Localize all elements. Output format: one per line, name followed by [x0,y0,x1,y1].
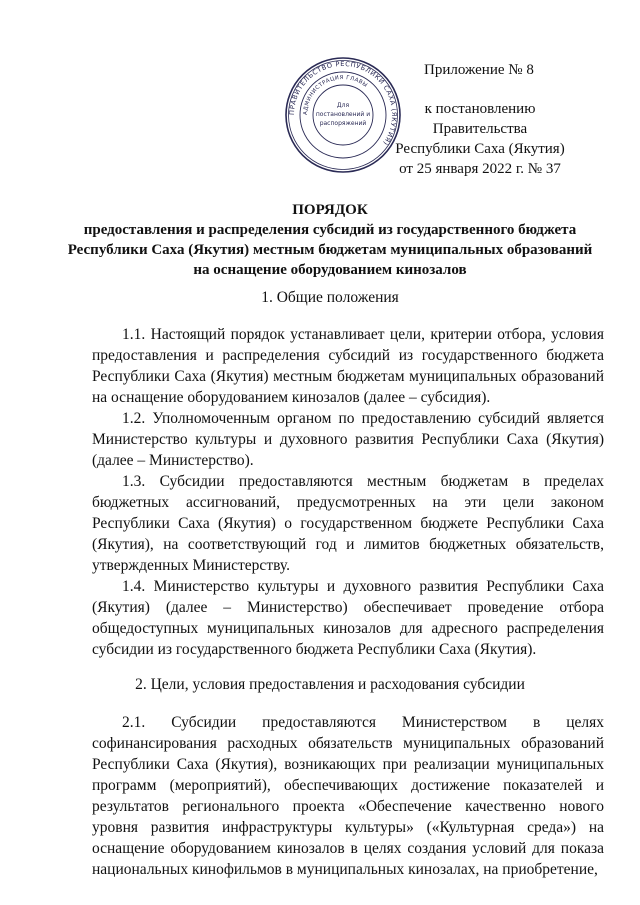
paragraph-1-3: 1.3. Субсидии предоставляются местным бюджетам в пределах бюджетных ассигнований, предусмотренных на эти цели законом Республики Саха (Якутия) о государственном бюджете Республики Саха (Якутия), на соответствующий год и лимитов бюджетных обязательств, утвержденных Министерству. [92,473,604,574]
paragraph-1-1: 1.1. Настоящий порядок устанавливает цели, критерии отбора, условия предоставления и распределения субсидий из государственного бюджета Республики Саха (Якутия) местным бюджетам муниципальных образований на оснащение оборудованием кинозалов (далее – субсидия). [92,326,604,406]
paragraph-1-4: 1.4. Министерство культуры и духовного развития Республики Саха (Якутия) (далее – Министерство) обеспечивает проведение отбора общедоступных муниципальных кинозалов для адресного распределения субсидии из государственного бюджета Республики Саха (Якутия). [92,578,604,658]
svg-text:постановлений и: постановлений и [315,111,371,118]
paragraph-1-2: 1.2. Уполномоченным органом по предоставлению субсидий является Министерство культуры и духовного развития Республики Саха (Якутия) (далее – Министерство). [92,410,604,469]
resolution-line: от 25 января 2022 г. № 37 [399,161,561,177]
resolution-reference [380,99,580,179]
svg-text:АДМИНИСТРАЦИЯ ГЛАВЫ: АДМИНИСТРАЦИЯ ГЛАВЫ [302,74,369,116]
section-heading-2: 2. Цели, условия предоставления и расходования субсидии [135,676,525,693]
document-title [60,200,600,280]
svg-text:ПРАВИТЕЛЬСТВО РЕСПУБЛИКИ САХА: ПРАВИТЕЛЬСТВО РЕСПУБЛИКИ САХА (ЯКУТИЯ) [287,59,399,147]
attachment-number: Приложение № 8 [424,62,534,78]
resolution-line: к постановлению Правительства [424,101,536,137]
paragraph-2-1: 2.1. Субсидии предоставляются Министерством в целях софинансирования расходных обязательств муниципальных образований Республики Саха (Якутия), возникающих при реализации муниципальных программ (мероприятий), обеспечивающих достижение показателей и результатов регионального проекта «Обеспечение качественно нового уровня развития инфраструктуры культуры» («Культурная среда») на оснащение оборудованием кинозалов в целях создания условий для показа национальных кинофильмов в муниципальных кинозалах, на приобретение, [92,714,604,878]
title-subheading: предоставления и распределения субсидий из государственного бюджета Республики Саха (Якутия) местным бюджетам муниципальных образований на оснащение оборудованием кинозалов [67,222,593,278]
title-heading: ПОРЯДОК [292,202,368,218]
svg-text:распоряжений: распоряжений [319,120,367,127]
section-heading-1: 1. Общие положения [261,289,399,306]
svg-text:Для: Для [336,102,350,109]
resolution-line: Республики Саха (Якутия) [395,141,565,157]
